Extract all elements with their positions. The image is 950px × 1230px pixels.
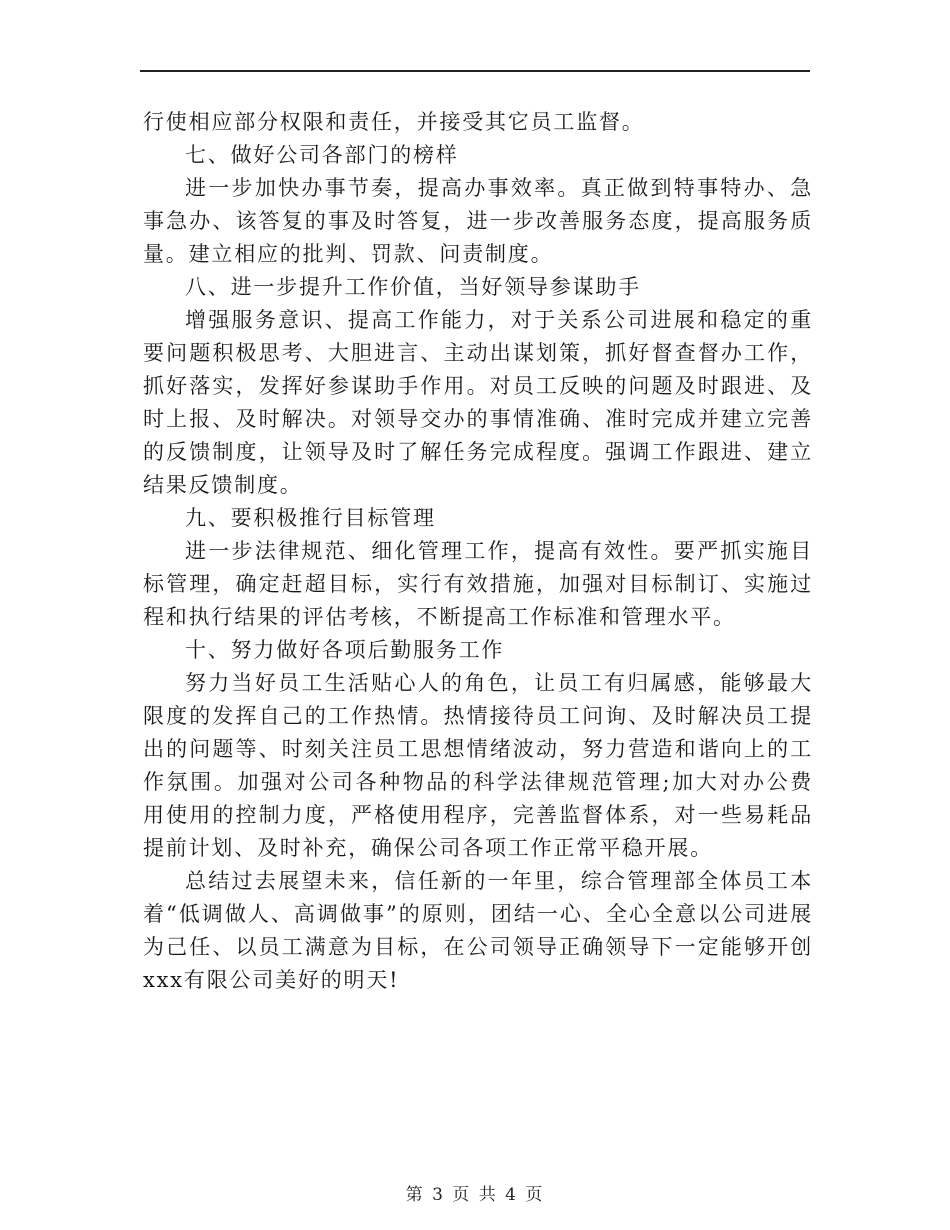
section-heading: 七、做好公司各部门的榜样 xyxy=(185,143,459,167)
document-body xyxy=(143,106,813,997)
paragraph: 进一步法律规范、细化管理工作，提高有效性。要严抓实施目标管理，确定赶超目标，实行有效措施，加强对目标制订、实施过程和执行结果的评估考核，不断提高工作标准和管理水平。 xyxy=(143,539,813,629)
paragraph: 进一步加快办事节奏，提高办事效率。真正做到特事特办、急事急办、该答复的事及时答复，进一步改善服务态度，提高服务质量。建立相应的批判、罚款、问责制度。 xyxy=(143,176,813,266)
page-number-footer: 第 3 页 共 4 页 xyxy=(405,1185,545,1205)
paragraph: 增强服务意识、提高工作能力，对于关系公司进展和稳定的重要问题积极思考、大胆进言、主动出谋划策，抓好督查督办工作，抓好落实，发挥好参谋助手作用。对员工反映的问题及时跟进、及时上报、及时解决。对领导交办的事情准确、准时完成并建立完善的反馈制度，让领导及时了解任务完成程度。强调工作跟进、建立结果反馈制度。 xyxy=(143,308,813,497)
section-heading: 十、努力做好各项后勤服务工作 xyxy=(185,638,505,662)
paragraph: 努力当好员工生活贴心人的角色，让员工有归属感，能够最大限度的发挥自己的工作热情。热情接待员工问询、及时解决员工提出的问题等、时刻关注员工思想情绪波动，努力营造和谐向上的工作氛围。加强对公司各种物品的科学法律规范管理;加大对办公费用使用的控制力度，严格使用程序，完善监督体系，对一些易耗品提前计划、及时补充，确保公司各项工作正常平稳开展。 xyxy=(143,671,813,860)
paragraph: 行使相应部分权限和责任，并接受其它员工监督。 xyxy=(143,110,645,134)
header-rule xyxy=(140,70,810,72)
closing-paragraph: 总结过去展望未来，信任新的一年里，综合管理部全体员工本着“低调做人、高调做事”的原则，团结一心、全心全意以公司进展为己任、以员工满意为目标，在公司领导正确领导下一定能够开创xxx有限公司美好的明天! xyxy=(143,869,813,992)
section-heading: 八、进一步提升工作价值，当好领导参谋助手 xyxy=(185,275,641,299)
section-heading: 九、要积极推行目标管理 xyxy=(185,506,436,530)
